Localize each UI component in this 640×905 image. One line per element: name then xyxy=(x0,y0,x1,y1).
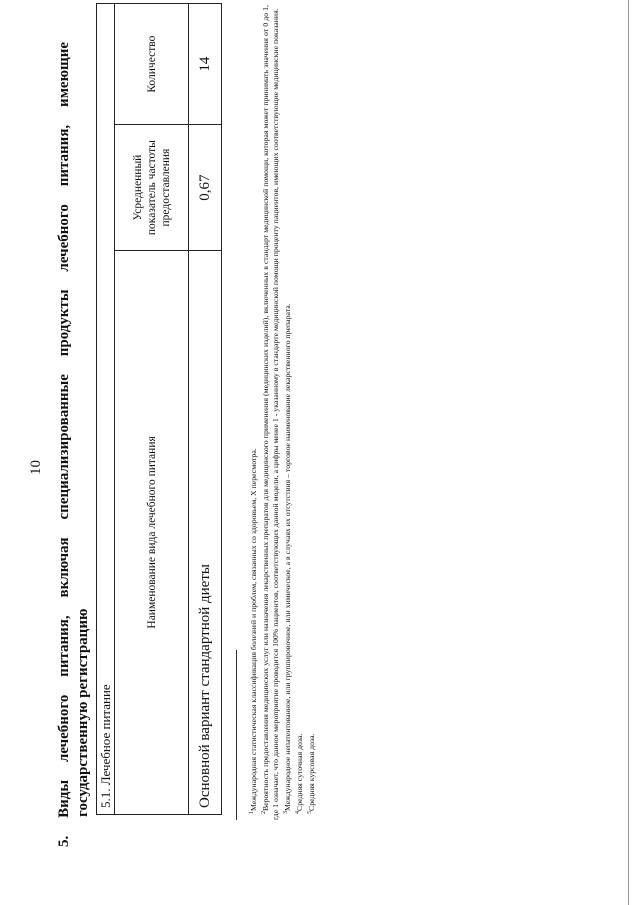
scan-edge-line xyxy=(628,0,629,905)
footnote-divider xyxy=(236,650,237,820)
footnote-mark: 5 xyxy=(307,811,313,814)
header-frequency: Усредненный показатель частоты предоставления xyxy=(115,125,189,251)
table-header-row xyxy=(115,4,189,815)
subsection-title: 5.1. Лечебное питание xyxy=(97,4,115,815)
header-nutrition-name: Наименование вида лечебного питания xyxy=(115,250,189,814)
footnote xyxy=(281,5,293,820)
header-quantity: Количество xyxy=(115,4,189,125)
footnotes xyxy=(247,5,317,820)
section-heading-line1: 5. Виды лечебного питания, включая специализированные продукты лечебного питания, имеющие xyxy=(56,42,72,847)
footnote-mark: 2 xyxy=(261,811,267,814)
footnote-text: Средняя курсовая доза. xyxy=(307,733,316,811)
footnote-text: Международное непатентованное, или группировочное, или химическое, а в случаях их отсутствия – торговое наименование лекарственного препарата. xyxy=(283,303,292,811)
footnote xyxy=(247,5,259,820)
footnote-mark: 3 xyxy=(283,811,289,814)
cell-nutrition-name: Основной вариант стандартной диеты xyxy=(189,250,222,814)
cell-frequency: 0,67 xyxy=(189,125,222,251)
nutrition-table xyxy=(96,3,222,815)
section-heading-line2: государственную регистрацию xyxy=(75,608,91,817)
footnote xyxy=(293,5,305,820)
footnote xyxy=(259,5,281,820)
footnote-mark: 4 xyxy=(295,811,301,814)
footnote-mark: 1 xyxy=(249,811,255,814)
footnote-text: Международная статистическая классификация болезней и проблем, связанных со здоровьем, X пересмотра. xyxy=(249,448,258,811)
footnote xyxy=(305,5,317,820)
footnote-text: Средняя суточная доза. xyxy=(295,733,304,811)
cell-quantity: 14 xyxy=(189,4,222,125)
table-row xyxy=(189,4,222,815)
footnote-text: Вероятность предоставления медицинских услуг или назначения лекарственных препаратов для медицинского применения (медицинских изделий), включенных в стандарт медицинской помощи, которая может принимать значения от 0 до 1, где 1 означает, что данное мероприятие проводится 100% пациентов, соответствующих данной модели, а цифры менее 1 - указанному в стандарте медицинской помощи проценту пациентов, имеющих соответствующие медицинские показания. xyxy=(261,5,280,820)
table-subsection-row xyxy=(97,4,115,815)
page-number: 10 xyxy=(28,460,44,475)
section-heading xyxy=(55,42,93,847)
